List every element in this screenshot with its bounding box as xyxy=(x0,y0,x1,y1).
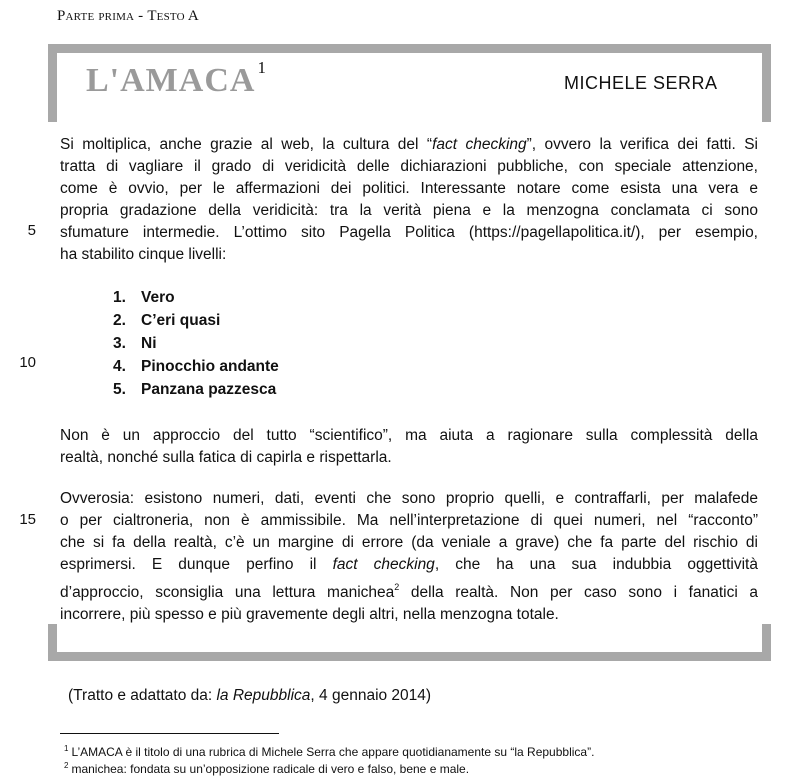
rubric-title-text: L'AMACA xyxy=(86,62,256,99)
frame-left-bottom xyxy=(48,624,57,661)
level-item: 4. Pinocchio andante xyxy=(113,358,279,375)
section-text: Testo A xyxy=(147,8,199,24)
p3-line: esprimersi. E dunque perfino il fact checking, che ha una sua indubbia oggettività xyxy=(60,556,758,573)
p1-line: tratta di vagliare il grado di veridicità delle dichiarazioni pubbliche, con speciale attenzione, xyxy=(60,158,758,175)
section-header xyxy=(57,8,199,25)
p1-line: Si moltiplica, anche grazie al web, la cultura del “fact checking”, ovvero la verifica dei fatti. Si xyxy=(60,136,759,153)
p3-line: o per cialtroneria, non è ammissibile. Ma nell’interpretazione di quei numeri, nel “racconto” xyxy=(60,512,758,529)
p2-line: realtà, nonché sulla fatica di capirla e rispettarla. xyxy=(60,449,392,466)
paragraph-1 xyxy=(60,134,758,266)
rubric-title xyxy=(86,58,267,100)
footnote-divider xyxy=(60,733,279,734)
line-number-10: 10 xyxy=(19,354,36,371)
source-citation: (Tratto e adattato da: la Repubblica, 4 gennaio 2014) xyxy=(68,687,432,704)
footnote-1: $^1$ L’AMACA è il titolo di una rubrica di Michele Serra che appare quotidianamente su “la Repubblica”. xyxy=(64,744,595,759)
section-separator: - xyxy=(134,8,148,24)
p1-line: ha stabilito cinque livelli: xyxy=(60,246,227,263)
p2-line: Non è un approccio del tutto “scientifico”, ma aiuta a ragionare sulla complessità della xyxy=(60,427,758,444)
level-item: 3. Ni xyxy=(113,335,157,352)
author-name: MICHELE SERRA xyxy=(564,73,718,93)
frame-right-bottom xyxy=(762,624,771,661)
footnote-ref-2: 2 xyxy=(394,582,400,592)
levels-list xyxy=(113,286,279,401)
footnote-2: $^2$ manichea: fondata su un’opposizione radicale di vero e falso, bene e male. xyxy=(64,761,470,776)
frame-right-top xyxy=(762,44,771,122)
level-item: 2. C’eri quasi xyxy=(113,312,221,329)
source-publication: la Repubblica xyxy=(216,687,311,704)
p1-line: propria gradazione della veridicità: tra la verità piena e la menzogna conclamata ci sono xyxy=(60,202,758,219)
p1-line: come è ovvio, per le affermazioni dei politici. Interessante notare come esista una vera e xyxy=(60,180,758,197)
p3-line: che si fa della realtà, c’è un margine di errore (da veniale a grave) che fa parte del rischio di xyxy=(60,534,758,551)
line-number-5: 5 xyxy=(27,222,36,239)
p3-line: d’approccio, sconsiglia una lettura manichea$^2$ della realtà. Non per caso sono i fanatici a xyxy=(60,582,758,601)
p1-line: sfumature intermedie. L’ottimo sito Pagella Politica (https://pagellapolitica.it/), per esempio, xyxy=(60,224,758,241)
frame-top-bar xyxy=(48,44,771,53)
rubric-footnote-ref: 1 xyxy=(257,58,267,77)
line-number-15: 15 xyxy=(19,511,36,528)
frame-left-top xyxy=(48,44,57,122)
frame-bottom-bar xyxy=(48,652,771,661)
p3-line: incorrere, più spesso e più gravemente degli altri, nella menzogna totale. xyxy=(60,606,559,623)
paragraph-2 xyxy=(60,425,758,469)
p3-line: Ovverosia: esistono numeri, dati, eventi che sono proprio quelli, e contraffarli, per malafede xyxy=(60,490,758,507)
level-item: 5. Panzana pazzesca xyxy=(113,381,277,398)
paragraph-3 xyxy=(60,488,758,626)
level-item: 1. Vero xyxy=(113,289,175,306)
section-part: Parte prima xyxy=(57,8,135,24)
